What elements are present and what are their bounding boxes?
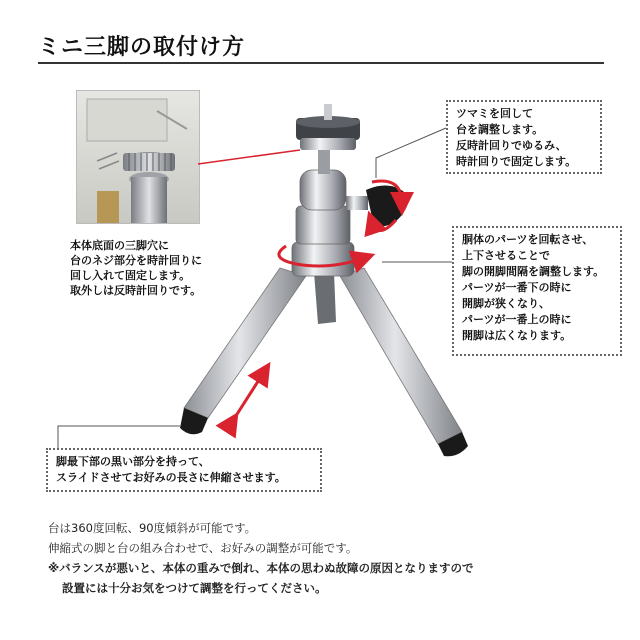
note-warning-continued: 設置には十分お気をつけて調整を行ってください。	[62, 581, 327, 595]
inset-leader-line	[198, 150, 300, 164]
legs-callout-line: 脚最下部の黒い部分を持って、	[56, 455, 210, 468]
knob-callout-line: 時計回りで固定します。	[456, 155, 577, 168]
body-parts-callout	[452, 226, 622, 356]
body-parts-callout-line: 胴体のパーツを回転させ、	[462, 233, 594, 246]
tripod-body-column	[292, 170, 354, 276]
body-parts-callout-line: パーツが一番上の時に	[462, 313, 572, 326]
leg-slide-arrow	[232, 372, 264, 422]
tripod-back-leg	[314, 272, 336, 324]
note-warning: ※バランスが悪いと、本体の重みで倒れ、本体の思わぬ故障の原因となりますので	[48, 561, 474, 575]
base-screw-note	[70, 238, 202, 298]
usage-notes	[48, 518, 608, 598]
base-screw-note-line: 取外しは反時計回りです。	[70, 284, 202, 297]
note-rotation: 台は360度回転、90度傾斜が可能です。	[48, 521, 257, 535]
base-screw-note-line: 本体底面の三脚穴に	[70, 239, 169, 252]
legs-callout	[46, 448, 322, 492]
legs-callout-line: スライドさせてお好みの長さに伸縮させます。	[56, 471, 286, 484]
base-screw-note-line: 台のネジ部分を時計回りに	[70, 254, 202, 267]
knob-callout-line: 反時計回りでゆるみ、	[456, 139, 567, 152]
body-parts-callout-line: 上下させることで	[462, 249, 550, 262]
body-parts-callout-line: 開脚は広くなります。	[462, 329, 572, 342]
body-parts-callout-line: パーツが一番下の時に	[462, 281, 572, 294]
page-title: ミニ三脚の取付け方	[38, 35, 246, 60]
note-adjustment: 伸縮式の脚と台の組み合わせで、お好みの調整が可能です。	[48, 541, 358, 555]
base-screw-note-line: 回し入れて固定します。	[70, 269, 191, 282]
tripod-head	[296, 104, 360, 174]
knob-callout	[446, 100, 602, 174]
body-parts-callout-line: 開脚が狭くなり、	[462, 297, 550, 310]
knob-callout-line: ツマミを回して	[456, 107, 533, 120]
knob-callout-line: 台を調整します。	[456, 123, 544, 136]
body-parts-callout-line: 脚の開脚間隔を調整します。	[462, 265, 605, 278]
tripod-right-leg	[340, 268, 468, 456]
